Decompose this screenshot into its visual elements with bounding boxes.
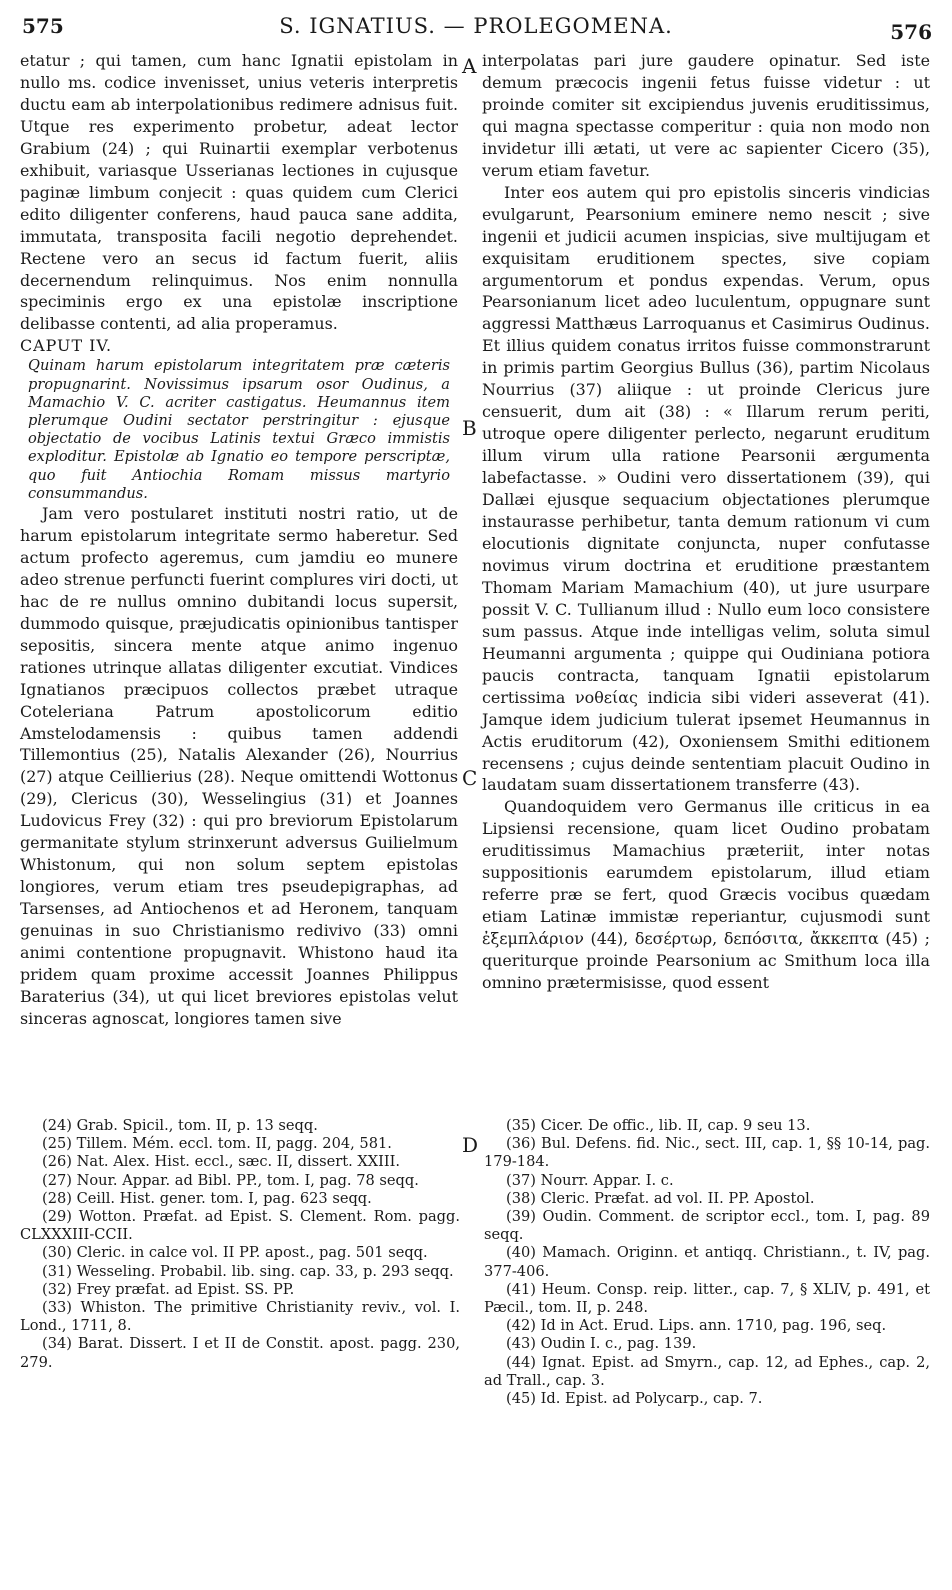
right-paragraph-2: Inter eos autem qui pro epistolis sinceris vindicias evulgarunt, Pearsonium eminere nemo nescit ; sive ingenii et judicii acumen inspicias, sive multijugam et exquisitam eruditionem spectes, sive copiam argumentorum et pondus expendas. Verum, opus Pearsonianum licet adeo luculentum, oppugnare sunt aggressi Matthæus Larroquanus et Casimirus Oudinus. Et illius quidem conatus irritos fuisse commonstrarunt in primis partim Georgius Bullus (36), partim Nicolaus Nourrius (37) aliique : ut proinde Clericus jure censuerit, dum ait (38) : « Illarum rerum periti, utroque opere diligenter perlecto, negarunt eruditum illum virum ulla ratione Pearsonii ærgumenta labefactasse. » Oudini vero dissertationem (39), qui Dallæi ejusque sequacium objectationes plerumque instaurasse perhibetur, tanta demum rationum vi cum elocutionis dignitate conjuncta, nuper confutasse novimus virum doctrina et eruditione præstantem Thomam Mariam Mamachium (40), ut jure usurpare possit V. C. Tullianum illud : Nullo eum loco consistere sum passus. Atque inde intelligas velim, soluta simul Heumanni argumenta ; quippe qui Oudiniana potiora paucis contracta, tanquam Ignatii epistolarum certissima νοθείας indicia sibi videri asseverat (41). Jamque idem judicium tulerat ipsemet Heumannus in Actis eruditorum (42), Oxoniensem Smithi editionem recensens ; cujus deinde sententiam placuit Oudino in laudatam suam dissertationem transferre (43). — [482, 182, 930, 795]
page-number-right: 576 — [890, 20, 932, 44]
footnote: (39) Oudin. Comment. de scriptor eccl., tom. I, pag. 89 seqq. — [484, 1208, 930, 1244]
footnotes-left — [20, 1117, 460, 1372]
footnote: (37) Nourr. Appar. I. c. — [506, 1171, 674, 1189]
footnote: (41) Heum. Consp. reip. litter., cap. 7, § XLIV, p. 491, et Pæcil., tom. II, p. 248. — [484, 1280, 930, 1317]
footnote: (27) Nour. Appar. ad Bibl. PP., tom. I, pag. 78 seqq. — [42, 1171, 419, 1189]
footnote: (40) Mamach. Originn. et antiqq. Christiann., t. IV, pag. 377-406. — [484, 1244, 930, 1280]
page-number-left: 575 — [22, 14, 64, 38]
footnote: (35) Cicer. De offic., lib. II, cap. 9 seu 13. — [506, 1117, 811, 1134]
left-column — [20, 50, 458, 1030]
footnote: (33) Whiston. The primitive Christianity reviv., vol. I. Lond., 1711, 8. — [20, 1299, 460, 1335]
footnote: (30) Cleric. in calce vol. II PP. apost., pag. 501 seqq. — [42, 1244, 428, 1262]
right-paragraph-1: interpolatas pari jure gaudere opinatur. Sed iste demum præcocis ingenii fetus fuisse videtur : ut proinde comiter sit excipiendus juvenis eruditissimus, qui magna spectasse comperitur : quia non modo non invidetur illi ætati, ut vere ac sapienter Cicero (35), verum etiam favetur. — [482, 51, 930, 180]
footnote: (24) Grab. Spicil., tom. II, p. 13 seqq. — [42, 1117, 318, 1134]
footnote: (25) Tillem. Mém. eccl. tom. II, pagg. 204, 581. — [42, 1135, 392, 1153]
margin-letter-c: C — [462, 766, 478, 790]
footnote: (42) Id in Act. Erud. Lips. ann. 1710, pag. 196, seq. — [506, 1317, 887, 1335]
footnote: (29) Wotton. Præfat. ad Epist. S. Clement. Rom. pagg. CLXXXIII-CCII. — [20, 1208, 460, 1244]
chapter-heading: CAPUT IV. — [20, 336, 113, 356]
footnote: (38) Cleric. Præfat. ad vol. II. PP. Apostol. — [506, 1189, 815, 1207]
margin-letter-a: A — [462, 54, 477, 78]
right-column — [482, 50, 930, 994]
footnote: (28) Ceill. Hist. gener. tom. I, pag. 623 seqq. — [42, 1189, 372, 1207]
footnote: (36) Bul. Defens. fid. Nic., sect. III, cap. 1, §§ 10-14, pag. 179-184. — [484, 1135, 930, 1171]
running-head: S. IGNATIUS. — PROLEGOMENA. — [279, 14, 673, 38]
footnotes-right — [484, 1117, 930, 1408]
margin-letters — [458, 0, 480, 1590]
left-paragraph-2: Jam vero postularet instituti nostri ratio, ut de harum epistolarum integritate sermo haberetur. Sed actum profecto ageremus, cum jamdiu eo munere adeo strenue perfuncti fuerint complures viri docti, ut hac de re nullus omnino dubitandi locus supersit, dummodo quisque, præjudicatis opinionibus tantisper sepositis, sincera mente atque animo ingenuo rationes utrinque allatas diligenter excutiat. Vindices Ignatianos præcipuos collectos præbet utraque Coteleriana Patrum apostolicorum editio Amstelodamensis : quibus tamen addendi Tillemontius (25), Natalis Alexander (26), Nourrius (27) atque Ceillierius (28). Neque omittendi Wottonus (29), Clericus (30), Wesselingius (31) et Joannes Ludovicus Frey (32) : qui pro breviorum Epistolarum germanitate stylum strinxerunt adversus Guilielmum Whistonum, qui non solum septem epistolas longiores, verum etiam tres pseudepigraphas, ad Tarsenses, ad Antiochenos et ad Heronem, tanquam genuinas in suo Christianismo redivivo (33) omni animi contentione propugnavit. Whistono haud ita pridem quam proxime accessit Joannes Philippus Baraterius (34), ut qui licet breviores epistolas velut sinceras agnoscat, longiores tamen sive — [20, 503, 458, 1028]
footnote: (31) Wesseling. Probabil. lib. sing. cap. 33, p. 293 seqq. — [42, 1262, 454, 1280]
footnote: (43) Oudin I. c., pag. 139. — [506, 1335, 697, 1353]
right-paragraph-3: Quandoquidem vero Germanus ille criticus in ea Lipsiensi recensione, quam licet Oudino probatam eruditissimus Mamachius præteriit, inter notas suppositionis earumdem epistolarum, illud etiam referre præ se fert, quod Græcis vocibus quædam etiam Latinæ immistæ reperiantur, cujusmodi sunt ἐξεμπλάριον (44), δεσέρτωρ, δεπόσιτα, ἄκκεπτα (45) ; queriturque proinde Pearsonium ac Smithum loca illa omnino prætermisisse, quod essent — [482, 797, 930, 993]
margin-letter-d: D — [462, 1133, 479, 1157]
footnote: (34) Barat. Dissert. I et II de Constit. apost. pagg. 230, 279. — [20, 1335, 460, 1371]
left-paragraph-1: etatur ; qui tamen, cum hanc Ignatii epistolam in nullo ms. codice invenisset, unius veteris interpretis ductu eam ab interpolationibus redimere adnisus fuit. Utque res experimento probetur, adeat lector Grabium (24) ; qui Ruinartii exemplar verbotenus exhibuit, variasque Usserianas lectiones in cujusque paginæ limbum conjecit : quas quidem cum Clerici edito diligenter conferens, haud pauca sane addita, immutata, transposita facili negotio deprehendet. Rectene vero an secus id factum fuerit, aliis decernendum relinquimus. Nos enim nonnulla speciminis ergo ex una epistolæ inscriptione delibasse contenti, ad alia properamus. — [20, 51, 458, 334]
chapter-summary: Quinam harum epistolarum integritatem præ cæteris propugnarint. Novissimus ipsarum osor Oudinus, a Mamachio V. C. acriter castigatus. Heumannus item plerumque Oudini sectator perstringitur : ejusque objectatio de vocibus Latinis textui Græco immistis exploditur. Epistolæ ab Ignatio eo tempore perscriptæ, quo fuit Antiochia Romam missus martyrio consummandus. — [28, 357, 450, 502]
footnote: (44) Ignat. Epist. ad Smyrn., cap. 12, ad Ephes., cap. 2, ad Trall., cap. 3. — [484, 1353, 930, 1389]
margin-letter-b: B — [462, 416, 477, 440]
footnote: (45) Id. Epist. ad Polycarp., cap. 7. — [506, 1390, 763, 1408]
footnote: (32) Frey præfat. ad Epist. SS. PP. — [42, 1280, 295, 1298]
footnote: (26) Nat. Alex. Hist. eccl., sæc. II, dissert. XXIII. — [42, 1153, 401, 1171]
